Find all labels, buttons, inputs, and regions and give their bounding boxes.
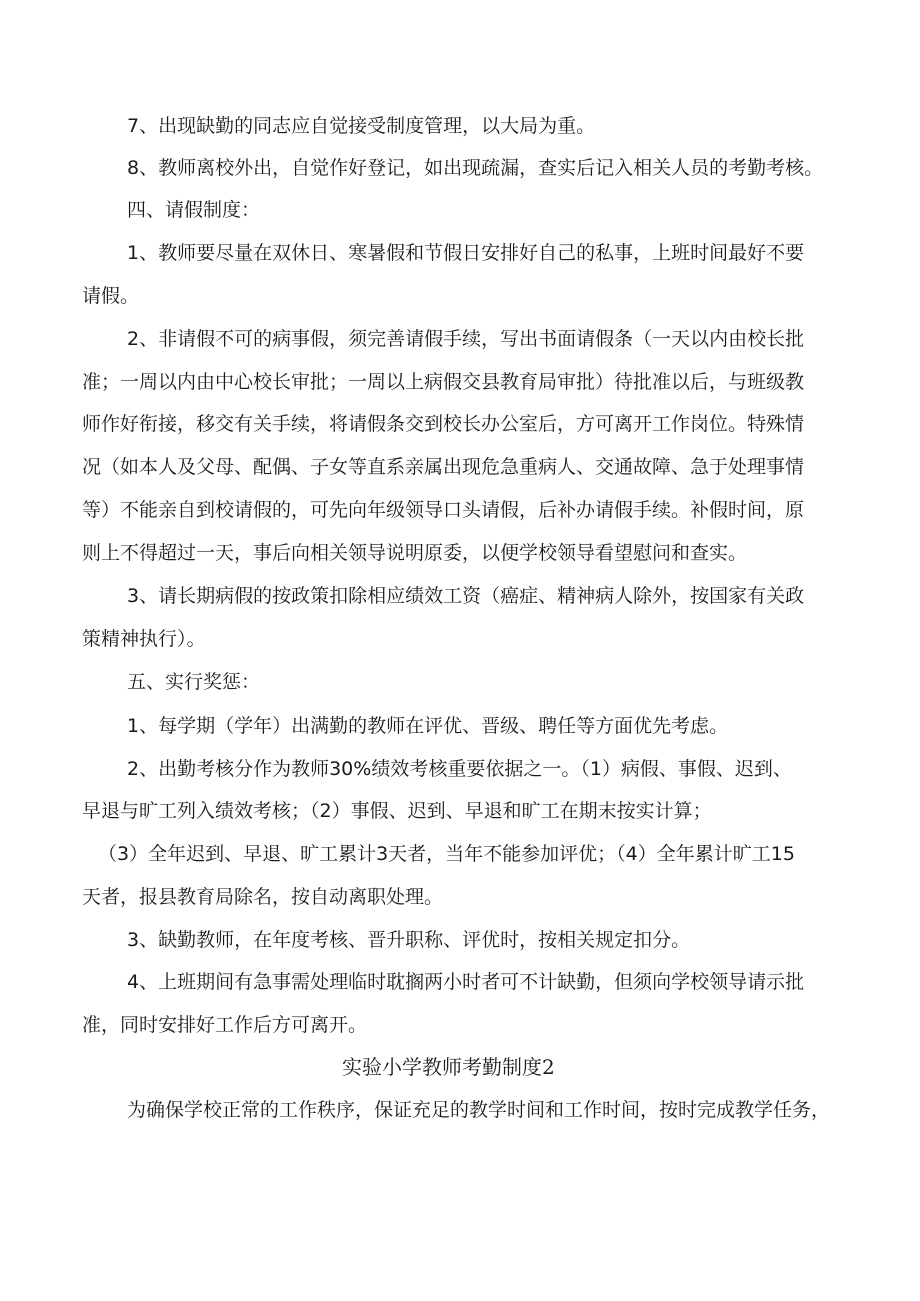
section-title: 实验小学教师考勤制度2 [342, 1055, 555, 1079]
intro-line: 为确保学校正常的工作秩序，保证充足的教学时间和工作时间，按时完成教学任务， [127, 1099, 831, 1121]
paragraph-line: 1、教师要尽量在双休日、寒暑假和节假日安排好自己的私事，上班时间最好不要 [127, 242, 805, 264]
paragraph-line: 早退与旷工列入绩效考核；（2）事假、迟到、早退和旷工在期末按实计算； [82, 800, 712, 822]
paragraph-line: 况（如本人及父母、配偶、子女等直系亲属出现危急重病人、交通故障、急于处理事情 [82, 456, 805, 478]
paragraph-line: 3、缺勤教师，在年度考核、晋升职称、评优时，按相关规定扣分。 [127, 929, 691, 951]
paragraph-line: 3、请长期病假的按政策扣除相应绩效工资（癌症、精神病人除外，按国家有关政 [127, 585, 805, 607]
section-heading: 四、请假制度： [127, 199, 261, 221]
paragraph-line: 8、教师离校外出，自觉作好登记，如出现疏漏，查实后记入相关人员的考勤考核。 [127, 157, 824, 179]
paragraph-line: 准；一周以内由中心校长审批；一周以上病假交县教育局审批）待批准以后，与班级教 [82, 371, 805, 393]
paragraph-line: 策精神执行）。 [82, 628, 206, 650]
paragraph-line: 2、出勤考核分作为教师30%绩效考核重要依据之一。（1）病假、事假、迟到、 [127, 758, 792, 780]
paragraph-line: 天者，报县教育局除名，按自动离职处理。 [82, 886, 444, 908]
paragraph-line: 师作好衔接，移交有关手续，将请假条交到校长办公室后，方可离开工作岗位。特殊情 [82, 413, 805, 435]
paragraph-line: 2、非请假不可的病事假，须完善请假手续，写出书面请假条（一天以内由校长批 [127, 328, 805, 350]
paragraph-line: 则上不得超过一天，事后向相关领导说明原委，以便学校领导看望慰问和查实。 [82, 542, 748, 564]
section-heading: 五、实行奖惩： [127, 671, 261, 693]
paragraph-line: 7、出现缺勤的同志应自觉接受制度管理，以大局为重。 [127, 115, 596, 137]
paragraph-line: （3）全年迟到、早退、旷工累计3天者，当年不能参加评优；（4）全年累计旷工15 [98, 843, 795, 865]
paragraph-line: 请假。 [82, 285, 140, 307]
paragraph-line: 等）不能亲自到校请假的，可先向年级领导口头请假，后补办请假手续。补假时间，原 [82, 499, 805, 521]
paragraph-line: 准，同时安排好工作后方可离开。 [82, 1014, 368, 1036]
paragraph-line: 4、上班期间有急事需处理临时耽搁两小时者可不计缺勤，但须向学校领导请示批 [127, 971, 805, 993]
paragraph-line: 1、每学期（学年）出满勤的教师在评优、晋级、聘任等方面优先考虑。 [127, 715, 729, 737]
